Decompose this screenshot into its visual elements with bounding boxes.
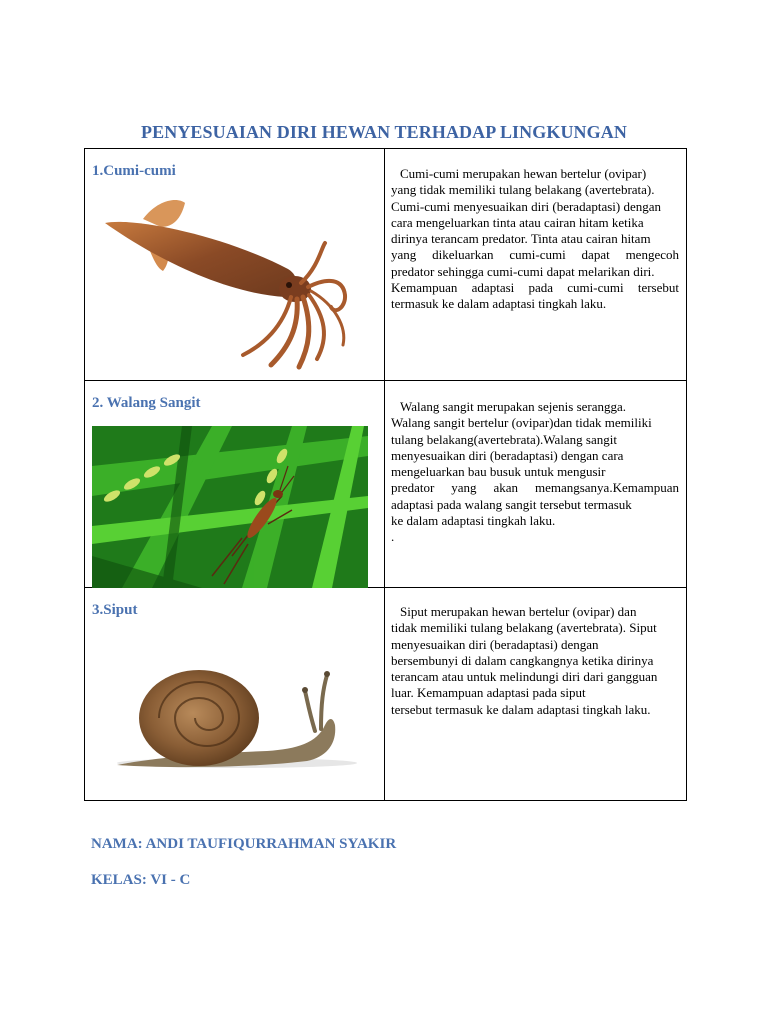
student-class: KELAS: VI - C (91, 872, 191, 888)
squid-image (103, 197, 363, 382)
student-name: NAMA: ANDI TAUFIQURRAHMAN SYAKIR (91, 836, 397, 852)
snail-image (97, 633, 372, 773)
animal-description: Cumi-cumi merupakan hewan bertelur (ovipar) yang tidak memiliki tulang belakang (avertebrata). Cumi-cumi menyesuaikan diri (beradaptasi) dengan cara mengeluarkan tinta atau cairan hitam ketika dirinya terancam predator. Tinta atau cairan hitam yang dikeluarkan cumi-cumi dapat mengecoh predator sehingga cumi-cumi dapat melarikan diri. Kemampuan adaptasi pada cumi-cumi tersebut termasuk ke dalam adaptasi tingkah laku. (391, 166, 679, 312)
animal-description: Walang sangit merupakan sejenis serangga. Walang sangit bertelur (ovipar)dan tidak memiliki tulang belakang(avertebrata).Walang sangit menyesuaikan diri (beradaptasi) dengan cara mengeluarkan bau busuk untuk mengusir predator yang akan memangsanya.Kemampuan adaptasi pada walang sangit tersebut termasuk ke dalam adaptasi tingkah laku. . (391, 399, 679, 545)
animal-description-cell (385, 149, 687, 381)
table-row (85, 381, 687, 588)
animal-description-cell (385, 381, 687, 588)
animal-image-cell (85, 381, 385, 588)
animal-name: 1.Cumi-cumi (92, 163, 176, 179)
animal-image-cell (85, 149, 385, 381)
animal-adaptation-table (84, 148, 687, 801)
animal-name: 2. Walang Sangit (92, 395, 201, 411)
table-row (85, 149, 687, 381)
table-row (85, 588, 687, 801)
rice-bug-image (92, 426, 368, 588)
page-title: PENYESUAIAN DIRI HEWAN TERHADAP LINGKUNGAN (141, 122, 627, 142)
animal-description: Siput merupakan hewan bertelur (ovipar) dan tidak memiliki tulang belakang (avertebrata). Siput menyesuaikan diri (beradaptasi) dengan bersembunyi di dalam cangkangnya ketika dirinya terancam atau untuk melindungi diri dari gangguan luar. Kemampuan adaptasi pada siput tersebut termasuk ke dalam adaptasi tingkah laku. (391, 604, 658, 717)
animal-image-cell (85, 588, 385, 801)
animal-description-cell (385, 588, 687, 801)
animal-name: 3.Siput (92, 602, 138, 618)
